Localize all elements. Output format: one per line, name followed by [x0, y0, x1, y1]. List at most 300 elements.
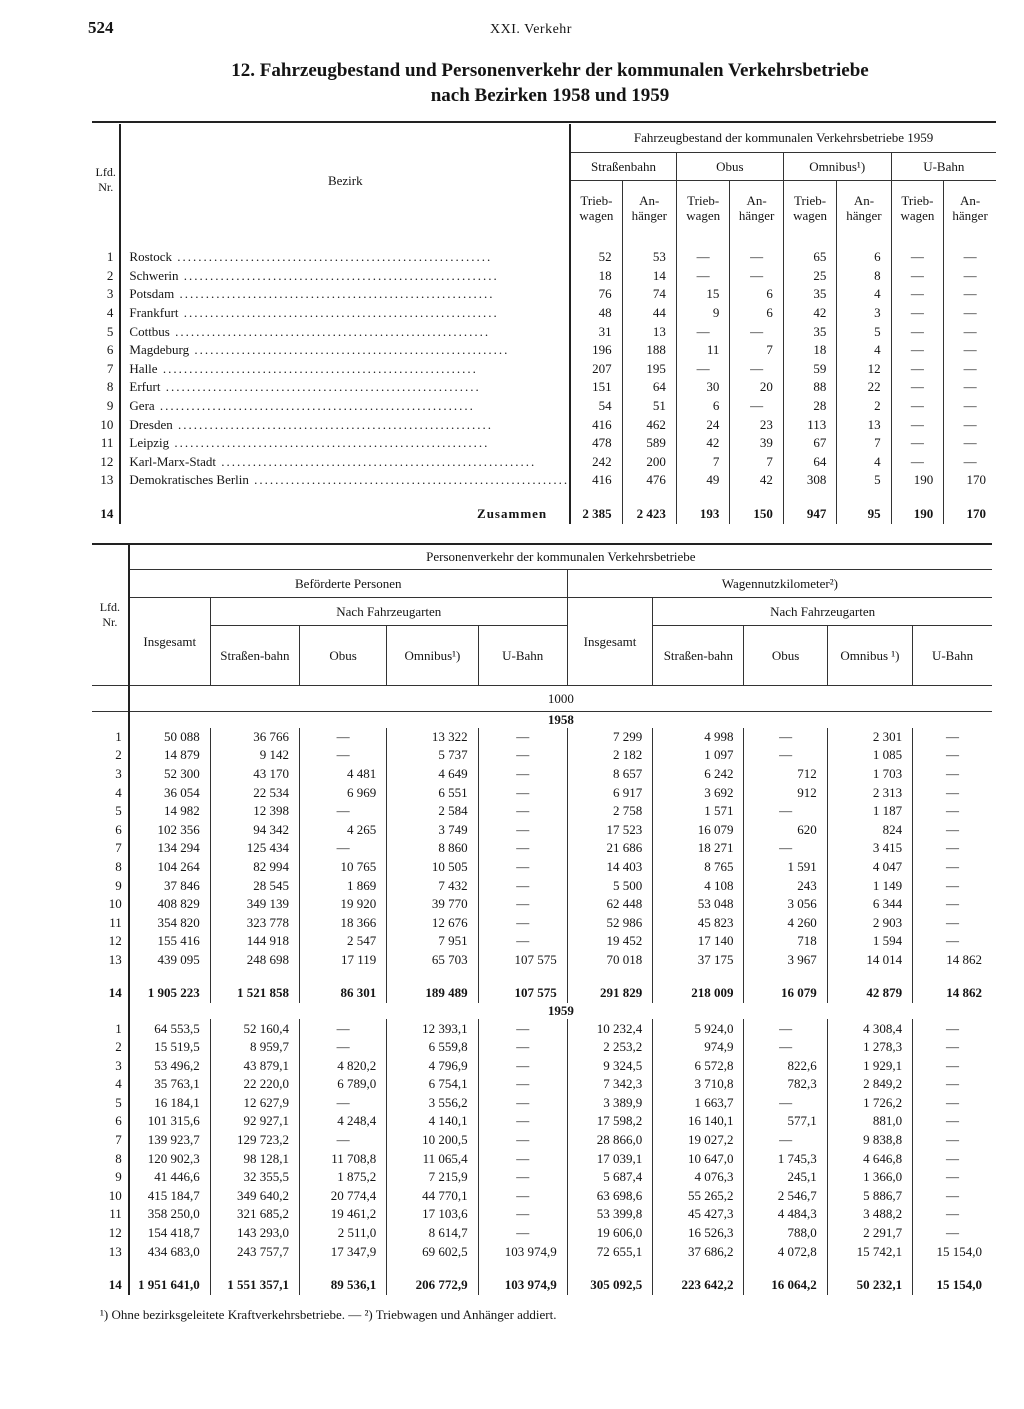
value-cell: 6 344	[827, 895, 912, 914]
title-line-1: 12. Fahrzeugbestand und Personenverkehr der kommunalen Verkehrsbetriebe	[231, 60, 869, 81]
table-row	[92, 1056, 992, 1075]
value-cell: —	[913, 876, 992, 895]
value-cell: —	[891, 397, 944, 416]
value-cell: 53 048	[653, 895, 744, 914]
row-number: 8	[115, 1150, 122, 1166]
row-number: 4	[106, 305, 114, 321]
year-label-1959: 1959	[129, 1003, 992, 1019]
value-cell: —	[913, 1056, 992, 1075]
value-cell: 4 108	[653, 876, 744, 895]
value-cell: —	[891, 360, 944, 379]
value-cell: 74	[622, 285, 676, 304]
bezirk-name: Gera ............................................................	[120, 397, 570, 416]
bezirk-name: Schwerin ............................................................	[120, 267, 570, 286]
value-cell: —	[913, 765, 992, 784]
value-cell: —	[478, 820, 567, 839]
row-number: 4	[115, 784, 122, 800]
value-cell: —	[913, 1168, 992, 1187]
value-cell: —	[478, 746, 567, 765]
value-cell: 42	[676, 434, 730, 453]
value-cell: 49	[676, 471, 730, 490]
value-cell: 2 584	[387, 802, 478, 821]
value-cell: 4 260	[744, 913, 827, 932]
value-cell: 17 347,9	[300, 1242, 387, 1261]
year-label-1958: 1958	[129, 711, 992, 728]
value-cell: 6	[837, 248, 891, 267]
value-cell: 30	[676, 378, 730, 397]
value-cell: —	[891, 267, 944, 286]
value-cell: —	[478, 1075, 567, 1094]
value-cell: 14 862	[913, 951, 992, 970]
table-row	[92, 913, 992, 932]
value-cell: 434 683,0	[129, 1242, 211, 1261]
value-cell: 3 556,2	[387, 1094, 478, 1113]
value-cell: 321 685,2	[210, 1205, 299, 1224]
value-cell: 35	[783, 322, 837, 341]
value-cell: —	[944, 397, 996, 416]
value-cell: 4 796,9	[387, 1056, 478, 1075]
footnote: ¹) Ohne bezirksgeleitete Kraftverkehrsbetriebe. — ²) Triebwagen und Anhänger addiert.	[100, 1307, 557, 1322]
value-cell: —	[744, 728, 827, 747]
value-cell: 7	[730, 341, 783, 360]
value-cell: —	[944, 267, 996, 286]
value-cell: 4 484,3	[744, 1205, 827, 1224]
row-number: 10	[108, 896, 122, 912]
value-cell: 577,1	[744, 1112, 827, 1131]
value-cell: 1 929,1	[827, 1056, 912, 1075]
value-cell: —	[676, 267, 730, 286]
row-number: 14	[108, 985, 122, 1001]
value-cell: 59	[783, 360, 837, 379]
table-row	[92, 1149, 992, 1168]
total-cell: 2 385	[570, 504, 622, 524]
value-cell: 589	[622, 434, 676, 453]
row-number: 2	[106, 267, 114, 283]
table-row	[92, 1168, 992, 1187]
wagennutzkilometer-header: Wagennutzkilometer²)	[567, 569, 992, 597]
value-cell: 64	[783, 453, 837, 472]
value-cell: 144 918	[210, 932, 299, 951]
total-cell: 170	[944, 504, 996, 524]
row-number: 5	[115, 1094, 122, 1110]
value-cell: 92 927,1	[210, 1112, 299, 1131]
value-cell: 1 366,0	[827, 1168, 912, 1187]
value-cell: 82 994	[210, 858, 299, 877]
top-rule	[92, 121, 996, 123]
value-cell: —	[478, 839, 567, 858]
total-cell: 16 079	[744, 983, 827, 1003]
value-cell: —	[676, 322, 730, 341]
value-cell: 8 765	[653, 858, 744, 877]
value-cell: —	[913, 1094, 992, 1113]
value-cell: 5 924,0	[653, 1019, 744, 1038]
bezirk-label: Frankfurt	[129, 305, 179, 321]
value-cell: —	[913, 1205, 992, 1224]
value-cell: —	[944, 322, 996, 341]
value-cell: 7 432	[387, 876, 478, 895]
value-cell: —	[300, 1094, 387, 1113]
value-cell: —	[478, 783, 567, 802]
value-cell: 881,0	[827, 1112, 912, 1131]
value-cell: 243 757,7	[210, 1242, 299, 1261]
value-cell: 19 461,2	[300, 1205, 387, 1224]
value-cell: 4 646,8	[827, 1149, 912, 1168]
value-cell: 14 879	[129, 746, 211, 765]
col-anhaenger: An-hänger	[837, 180, 891, 236]
value-cell: —	[730, 267, 783, 286]
table-row	[92, 285, 996, 304]
value-cell: 4 047	[827, 858, 912, 877]
value-cell: 2 301	[827, 728, 912, 747]
value-cell: 974,9	[653, 1038, 744, 1057]
value-cell: —	[676, 248, 730, 267]
row-number: 7	[115, 840, 122, 856]
value-cell: 101 315,6	[129, 1112, 211, 1131]
passenger-traffic-table	[92, 545, 992, 1295]
value-cell: 15 154,0	[913, 1242, 992, 1261]
total-cell: 291 829	[567, 983, 652, 1003]
value-cell: 6	[676, 397, 730, 416]
value-cell: 39 770	[387, 895, 478, 914]
table-row	[92, 858, 992, 877]
value-cell: —	[478, 932, 567, 951]
value-cell: 16 184,1	[129, 1094, 211, 1113]
value-cell: —	[944, 341, 996, 360]
value-cell: 19 606,0	[567, 1224, 652, 1243]
value-cell: 51	[622, 397, 676, 416]
row-number: 5	[115, 803, 122, 819]
value-cell: —	[913, 1224, 992, 1243]
value-cell: 6	[730, 304, 783, 323]
value-cell: 70 018	[567, 951, 652, 970]
value-cell: —	[300, 728, 387, 747]
value-cell: 151	[570, 378, 622, 397]
table-row	[92, 820, 992, 839]
row-number: 13	[108, 1243, 122, 1259]
value-cell: —	[730, 322, 783, 341]
value-cell: 4	[837, 285, 891, 304]
value-cell: 20	[730, 378, 783, 397]
value-cell: —	[478, 1038, 567, 1057]
col-ubahn: U-Bahn	[478, 625, 567, 685]
unit-row: 1000	[129, 685, 992, 711]
value-cell: 7 342,3	[567, 1075, 652, 1094]
value-cell: 45 427,3	[653, 1205, 744, 1224]
value-cell: 718	[744, 932, 827, 951]
value-cell: 14	[622, 267, 676, 286]
value-cell: 103 974,9	[478, 1242, 567, 1261]
value-cell: 5 737	[387, 746, 478, 765]
value-cell: —	[300, 839, 387, 858]
value-cell: 2 546,7	[744, 1187, 827, 1206]
value-cell: 10 505	[387, 858, 478, 877]
value-cell: —	[913, 802, 992, 821]
total-cell: 1 521 858	[210, 983, 299, 1003]
row-number: 12	[108, 1225, 122, 1241]
value-cell: 14 982	[129, 802, 211, 821]
row-number: 8	[115, 858, 122, 874]
row-number: 1	[115, 1020, 122, 1036]
value-cell: —	[944, 285, 996, 304]
value-cell: 3 056	[744, 895, 827, 914]
table-row	[92, 1224, 992, 1243]
value-cell: 11 065,4	[387, 1149, 478, 1168]
value-cell: 8 614,7	[387, 1224, 478, 1243]
value-cell: —	[913, 913, 992, 932]
value-cell: —	[478, 1149, 567, 1168]
value-cell: —	[744, 1131, 827, 1150]
value-cell: 37 846	[129, 876, 211, 895]
value-cell: 170	[944, 471, 996, 490]
bezirk-name: Potsdam ............................................................	[120, 285, 570, 304]
col-obus: Obus	[300, 625, 387, 685]
table-row	[92, 746, 992, 765]
table-row	[92, 765, 992, 784]
value-cell: 8 657	[567, 765, 652, 784]
table-row	[92, 951, 992, 970]
value-cell: 11 708,8	[300, 1149, 387, 1168]
table-row	[92, 1112, 992, 1131]
value-cell: —	[891, 285, 944, 304]
value-cell: 16 079	[653, 820, 744, 839]
value-cell: 6 917	[567, 783, 652, 802]
value-cell: 36 766	[210, 728, 299, 747]
value-cell: 10 232,4	[567, 1019, 652, 1038]
value-cell: 15	[676, 285, 730, 304]
value-cell: 712	[744, 765, 827, 784]
value-cell: 3 488,2	[827, 1205, 912, 1224]
value-cell: 17 119	[300, 951, 387, 970]
value-cell: 245,1	[744, 1168, 827, 1187]
value-cell: 94 342	[210, 820, 299, 839]
table-row	[92, 1038, 992, 1057]
vehicle-stock-table	[92, 124, 996, 524]
value-cell: —	[913, 1075, 992, 1094]
value-cell: —	[913, 1038, 992, 1057]
total-cell: 189 489	[387, 983, 478, 1003]
row-number: 5	[106, 323, 114, 339]
value-cell: 10 765	[300, 858, 387, 877]
table-row	[92, 728, 992, 747]
value-cell: 50 088	[129, 728, 211, 747]
value-cell: 20 774,4	[300, 1187, 387, 1206]
value-cell: 1 594	[827, 932, 912, 951]
total-cell: 16 064,2	[744, 1275, 827, 1295]
value-cell: 196	[570, 341, 622, 360]
value-cell: 7 299	[567, 728, 652, 747]
value-cell: 65	[783, 248, 837, 267]
value-cell: 1 571	[653, 802, 744, 821]
total-cell: 50 232,1	[827, 1275, 912, 1295]
value-cell: 41 446,6	[129, 1168, 211, 1187]
value-cell: 19 920	[300, 895, 387, 914]
value-cell: 67	[783, 434, 837, 453]
value-cell: 154 418,7	[129, 1224, 211, 1243]
value-cell: 349 139	[210, 895, 299, 914]
value-cell: 35	[783, 285, 837, 304]
table-row	[92, 415, 996, 434]
value-cell: 9 142	[210, 746, 299, 765]
value-cell: 243	[744, 876, 827, 895]
value-cell: 19 452	[567, 932, 652, 951]
value-cell: —	[478, 1224, 567, 1243]
total-cell: 14 862	[913, 983, 992, 1003]
bezirk-label: Halle	[129, 360, 158, 376]
section-rule	[92, 543, 992, 545]
value-cell: 53 496,2	[129, 1056, 211, 1075]
value-cell: 54	[570, 397, 622, 416]
value-cell: 4 481	[300, 765, 387, 784]
nach-fahrzeugarten-header: Nach Fahrzeugarten	[210, 597, 567, 625]
value-cell: 32 355,5	[210, 1168, 299, 1187]
value-cell: 1 187	[827, 802, 912, 821]
value-cell: 2 313	[827, 783, 912, 802]
value-cell: 6 242	[653, 765, 744, 784]
value-cell: —	[478, 1187, 567, 1206]
value-cell: 3 415	[827, 839, 912, 858]
value-cell: —	[944, 248, 996, 267]
value-cell: 5 687,4	[567, 1168, 652, 1187]
value-cell: —	[300, 1131, 387, 1150]
value-cell: 143 293,0	[210, 1224, 299, 1243]
value-cell: 16 526,3	[653, 1224, 744, 1243]
value-cell: 4 140,1	[387, 1112, 478, 1131]
strassenbahn-header: Straßenbahn	[570, 152, 676, 180]
value-cell: 28	[783, 397, 837, 416]
bezirk-label: Leipzig	[129, 435, 170, 451]
value-cell: 6 572,8	[653, 1056, 744, 1075]
value-cell: 17 103,6	[387, 1205, 478, 1224]
value-cell: 25	[783, 267, 837, 286]
value-cell: 88	[783, 378, 837, 397]
value-cell: —	[913, 783, 992, 802]
value-cell: 9 324,5	[567, 1056, 652, 1075]
bezirk-name: Leipzig ............................................................	[120, 434, 570, 453]
bezirk-name: Frankfurt ............................................................	[120, 304, 570, 323]
table-row	[92, 397, 996, 416]
value-cell: 358 250,0	[129, 1205, 211, 1224]
value-cell: 129 723,2	[210, 1131, 299, 1150]
value-cell: —	[891, 434, 944, 453]
value-cell: 6 754,1	[387, 1075, 478, 1094]
value-cell: —	[913, 839, 992, 858]
row-number: 11	[109, 914, 122, 930]
value-cell: 3 967	[744, 951, 827, 970]
value-cell: —	[891, 378, 944, 397]
bezirk-label: Erfurt	[129, 379, 161, 395]
value-cell: 323 778	[210, 913, 299, 932]
col-triebwagen: Trieb-wagen	[783, 180, 837, 236]
total-cell: 947	[783, 504, 837, 524]
bezirk-name: Demokratisches Berlin ............................................................	[120, 471, 570, 490]
value-cell: 102 356	[129, 820, 211, 839]
value-cell: 14 014	[827, 951, 912, 970]
value-cell: 18 366	[300, 913, 387, 932]
value-cell: —	[478, 895, 567, 914]
row-number: 9	[115, 877, 122, 893]
value-cell: 4 265	[300, 820, 387, 839]
value-cell: 478	[570, 434, 622, 453]
value-cell: 22 534	[210, 783, 299, 802]
value-cell: 4 649	[387, 765, 478, 784]
value-cell: —	[478, 1168, 567, 1187]
value-cell: —	[478, 1094, 567, 1113]
value-cell: 69 602,5	[387, 1242, 478, 1261]
value-cell: 55 265,2	[653, 1187, 744, 1206]
value-cell: 4	[837, 453, 891, 472]
row-number: 3	[115, 1057, 122, 1073]
value-cell: 43 170	[210, 765, 299, 784]
value-cell: 13	[622, 322, 676, 341]
value-cell: 28 545	[210, 876, 299, 895]
value-cell: 354 820	[129, 913, 211, 932]
value-cell: 1 745,3	[744, 1149, 827, 1168]
col-anhaenger: An-hänger	[944, 180, 996, 236]
row-number: 14	[100, 505, 114, 521]
value-cell: 39	[730, 434, 783, 453]
table-row	[92, 1094, 992, 1113]
value-cell: —	[913, 820, 992, 839]
value-cell: —	[944, 415, 996, 434]
value-cell: 7 951	[387, 932, 478, 951]
value-cell: 416	[570, 471, 622, 490]
table-row	[92, 1075, 992, 1094]
value-cell: 35 763,1	[129, 1075, 211, 1094]
value-cell: 2 182	[567, 746, 652, 765]
page-number: 524	[88, 18, 114, 37]
row-number: 10	[108, 1187, 122, 1203]
value-cell: 62 448	[567, 895, 652, 914]
value-cell: 1 703	[827, 765, 912, 784]
value-cell: —	[744, 802, 827, 821]
value-cell: 64	[622, 378, 676, 397]
value-cell: —	[730, 397, 783, 416]
value-cell: —	[913, 932, 992, 951]
value-cell: 17 598,2	[567, 1112, 652, 1131]
bezirk-name: Erfurt ............................................................	[120, 378, 570, 397]
row-number: 6	[115, 821, 122, 837]
value-cell: 65 703	[387, 951, 478, 970]
nach-fahrzeugarten-header: Nach Fahrzeugarten	[653, 597, 992, 625]
row-number: 4	[115, 1076, 122, 1092]
value-cell: 788,0	[744, 1224, 827, 1243]
value-cell: 3 389,9	[567, 1094, 652, 1113]
value-cell: —	[478, 858, 567, 877]
value-cell: 52 160,4	[210, 1019, 299, 1038]
value-cell: 2 849,2	[827, 1075, 912, 1094]
value-cell: —	[300, 746, 387, 765]
table-row	[92, 304, 996, 323]
table-row	[92, 876, 992, 895]
row-number: 3	[115, 765, 122, 781]
table-row	[92, 471, 996, 490]
value-cell: —	[744, 1094, 827, 1113]
value-cell: 125 434	[210, 839, 299, 858]
value-cell: —	[913, 895, 992, 914]
value-cell: —	[891, 248, 944, 267]
value-cell: 42	[783, 304, 837, 323]
value-cell: —	[913, 1112, 992, 1131]
value-cell: 37 175	[653, 951, 744, 970]
value-cell: 10 647,0	[653, 1149, 744, 1168]
value-cell: 17 523	[567, 820, 652, 839]
row-number: 3	[106, 286, 114, 302]
value-cell: 188	[622, 341, 676, 360]
value-cell: 6	[730, 285, 783, 304]
value-cell: 1 663,7	[653, 1094, 744, 1113]
value-cell: 18	[570, 267, 622, 286]
insgesamt-header: Insgesamt	[567, 597, 652, 685]
